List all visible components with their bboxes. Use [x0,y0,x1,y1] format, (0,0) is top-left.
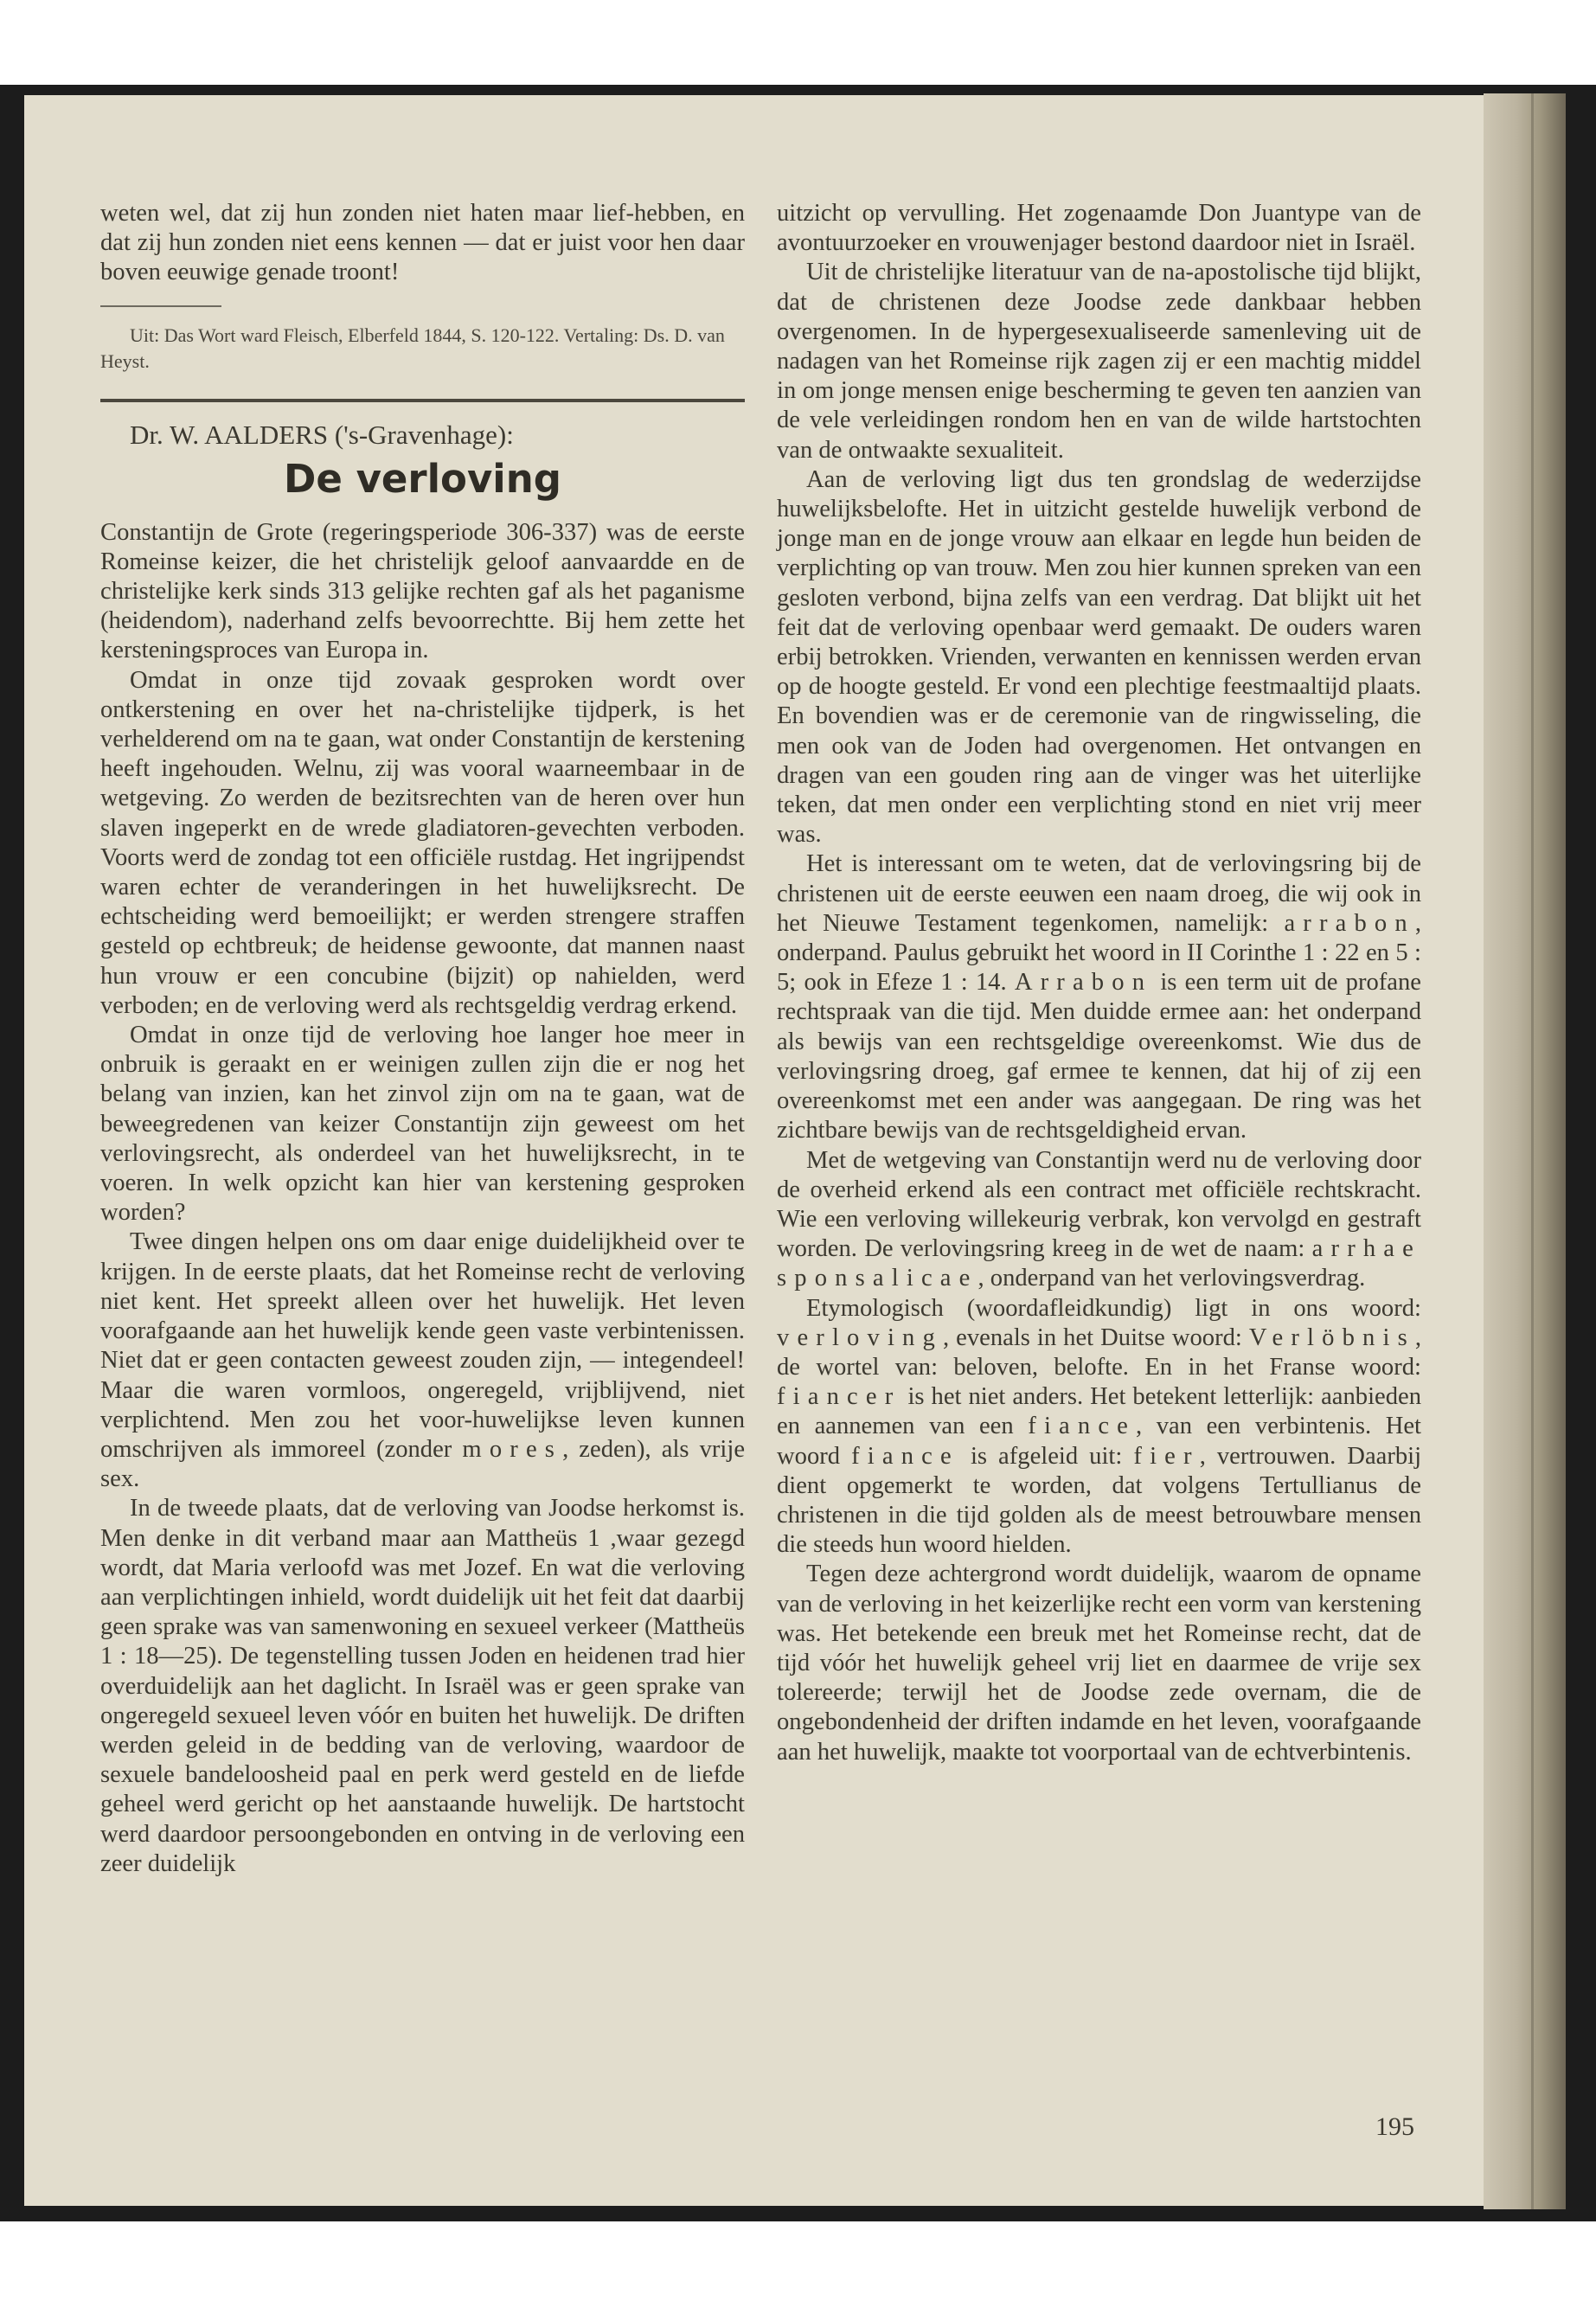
text-span: Met de wetgeving van Constantijn werd nu de verloving door de overheid erkend als een contract met officiële rechtskracht. Wie een verloving willekeurig verbrak, kon vervolgd en gestraft worden. De verlovingsring kreeg in de wet de naam: [777,1146,1421,1263]
spaced-term: arrhae sponsalicae [777,1235,1421,1292]
source-note: Uit: Das Wort ward Fleisch, Elberfeld 1844, S. 120-122. Vertaling: Ds. D. van Heyst. [100,324,725,372]
text-span: is een term uit de profane rechtspraak van die tijd. Men duidde ermee aan: het onderpand als bewijs van een rechtsgeldige overeenkomst. Wie dus de verlovingsring droeg, gaf ermee te kennen, dat hij of zij een overeenkomst met een ander was aangegaan. De ring was het zichtbare bewijs van de rechtsgeldigheid ervan. [777,969,1421,1144]
left-column [100,199,745,1879]
paragraph: In de tweede plaats, dat de verloving van Joodse herkomst is. Men denke in dit verband maar aan Mattheüs 1 ,waar gezegd wordt, dat Maria verloofd was met Jozef. En wat die verloving aan verplichtingen inhield, wordt duidelijk uit het feit dat daarbij geen sprake was van samenwoning en sexueel verkeer (Mattheüs 1 : 18—25). De tegenstelling tussen Joden en heidenen trad hier overduidelijk aan het daglicht. In Israël was er geen sprake van ongeregeld sexueel leven vóór en buiten het huwelijk. De driften werden geleid in de bedding van de verloving, waardoor de sexuele bandeloosheid paal en perk werd gesteld en de liefde geheel werd gericht op het aanstaande huwelijk. De hartstocht werd daardoor persoongebonden en ontving in de verloving een zeer duidelijk [100,1495,745,1877]
paragraph [777,1146,1421,1294]
text-span: , evenals in het Duitse woord: [942,1324,1242,1351]
footnote-divider [100,305,221,307]
text-span: is het niet anders. Het betekent letterlijk: aanbieden en aannemen van een [777,1383,1421,1440]
text-span: , onderpand van het verlovingsverdrag. [977,1265,1366,1292]
spaced-term: fiance [851,1442,959,1470]
spaced-term: fiancer [777,1383,901,1411]
spaced-term: verloving [777,1324,943,1351]
spaced-term: Verlöbnis [1248,1324,1415,1351]
spaced-term: Arrabon [1014,969,1153,997]
paragraph: Omdat in onze tijd zovaak gesproken wordt over ontkerstening en over het na-christelijke tijdperk, is het verhelderend om na te gaan, wat onder Constantijn de kerstening heeft ingehouden. Welnu, zij was vooral waarneembaar in de wetgeving. Zo werden de bezitsrechten van de heren over hun slaven ingeperkt en de wrede gladiatoren-gevechten verboden. Voorts werd de zondag tot een officiële rustdag. Het ingrijpendst waren echter de veranderingen in het huwelijksrecht. De echtscheiding werd bemoeilijkt; er werden strengere straffen gesteld op echtbreuk; de heidense gewoonte, dat mannen naast hun vrouw er een concubine (bijzit) op nahielden, werd verboden; en de verloving werd als rechtsgeldig verdrag erkend. [100,666,745,1019]
spaced-term: fiance [1028,1413,1137,1440]
intro-paragraph: weten wel, dat zij hun zonden niet haten maar lief-hebben, en dat zij hun zonden niet eens kennen — dat er juist voor hen daar boven eeuwige genade troont! [100,200,745,286]
page-edge-line [1531,93,1534,2209]
text-span: Etymologisch (woordafleidkundig) ligt in ons woord: [806,1294,1421,1322]
text-span: , van een verbintenis. Het woord [777,1413,1422,1470]
text-span: , vertrouwen. Daarbij dient opgemerkt te worden, dat volgens Tertullianus de christenen in die tijd golden als de meest betrouwbare mensen die steeds hun woord hielden. [777,1442,1422,1559]
paragraph: Uit de christelijke literatuur van de na-apostolische tijd blijkt, dat de christenen deze Joodse zede dankbaar hebben overgenomen. In de hypergesexualiseerde samenleving uit de nadagen van het Romeinse rijk zagen zij er een machtig middel in om jonge mensen enige bescherming te geven ten aanzien van de vele verleidingen rondom hen en van de wilde hartstochten van de ontwaakte sexualiteit. [777,259,1421,464]
section-divider [100,399,745,402]
page-number: 195 [1375,2112,1414,2141]
article-author: Dr. W. AALDERS ('s-Gravenhage): [130,419,514,450]
text-span: Het is interessant om te weten, dat de verlovingsring bij de christenen uit de eerste eeuwen een naam droeg, die wij ook in het Nieuwe Testament tegenkomen, namelijk: [777,850,1421,937]
text-span: , onderpand. Paulus gebruikt het woord in II Corinthe 1 : 22 en 5 : 5; ook in Efeze 1 : 14. [777,909,1421,997]
text-span: is afgeleid uit: [970,1442,1123,1470]
spaced-term: fier [1133,1442,1200,1470]
page-edge-shadow [1484,93,1566,2209]
text-span: , de wortel van: beloven, belofte. En in het Franse woord: [777,1324,1421,1381]
text-span: Twee dingen helpen ons om daar enige duidelijkheid over te krijgen. In de eerste plaats, dat het Romeinse recht de verloving niet kent. Het spreekt alleen over het huwelijk. Het leven voorafgaande aan het huwelijk kende geen vaste verbintenissen. Niet dat er geen contacten geweest zouden zijn, — integendeel! Maar die waren vormloos, ongeregeld, vrijblijvend, niet verplichtend. Men zou het voor-huwelijkse leven kunnen omschrijven als immoreel (zonder [100,1228,745,1463]
paragraph [777,849,1421,1145]
article-title: De verloving [284,455,561,502]
paragraph: Tegen deze achtergrond wordt duidelijk, waarom de opname van de verloving in het keizerlijke recht een vorm van kerstening was. Het betekende een breuk met het Romeinse recht, dat de tijd vóór het huwelijk geheel vrij liet en daarmee de vrije sex tolereerde; terwijl het de Joodse zede overnam, die de ongebondenheid der driften indamde en het leven, voorafgaande aan het huwelijk, maakte tot voorportaal van de echtverbintenis. [777,1561,1421,1766]
paragraph: uitzicht op vervulling. Het zogenaamde Don Juantype van de avontuurzoeker en vrouwenjager bestond daardoor niet in Israël. [777,200,1421,257]
paragraph: Aan de verloving ligt dus ten grondslag de wederzijdse huwelijksbelofte. Het in uitzicht gestelde huwelijk verbond de jonge man en de jonge vrouw aan elkaar en legde hun beiden de verplichting op van trouw. Men zou hier kunnen spreken van een gesloten verbond, bijna zelfs van een verdrag. Dat blijkt uit het feit dat de verloving openbaar werd gemaakt. De ouders waren erbij betrokken. Vrienden, verwanten en kennissen werden ervan op de hoogte gesteld. Er vond een plechtige feestmaaltijd plaats. En bovendien was er de ceremonie van de ringwisseling, die men ook van de Joden had overgenomen. Het ontvangen en dragen van een gouden ring aan de vinger was het uiterlijke teken, dat men onder een verplichting stond en niet vrij meer was. [777,465,1421,849]
paragraph [100,1227,745,1494]
paragraph [777,1294,1421,1561]
spaced-term: mores [462,1435,563,1463]
paragraph: Omdat in onze tijd de verloving hoe langer hoe meer in onbruik is geraakt en er weinigen zullen zijn die er nog het belang van inzien, kan het zinvol zijn om na te gaan, wat de beweegredenen van keizer Constantijn zijn geweest om het verlovingsrecht, als onderdeel van het huwelijksrecht, in te voeren. In welk opzicht kan hier van kerstening gesproken worden? [100,1022,745,1227]
spaced-term: arrabon [1284,909,1415,937]
right-column [777,199,1421,1767]
paragraph: Constantijn de Grote (regeringsperiode 306-337) was de eerste Romeinse keizer, die het christelijk geloof aanvaardde en de christelijke kerk sinds 313 gelijke rechten gaf als het paganisme (heidendom), naderhand zelfs bevoorrechtte. Bij hem zette het kersteningsproces van Europa in. [100,518,745,664]
text-span: , zeden), als vrije sex. [100,1435,746,1493]
